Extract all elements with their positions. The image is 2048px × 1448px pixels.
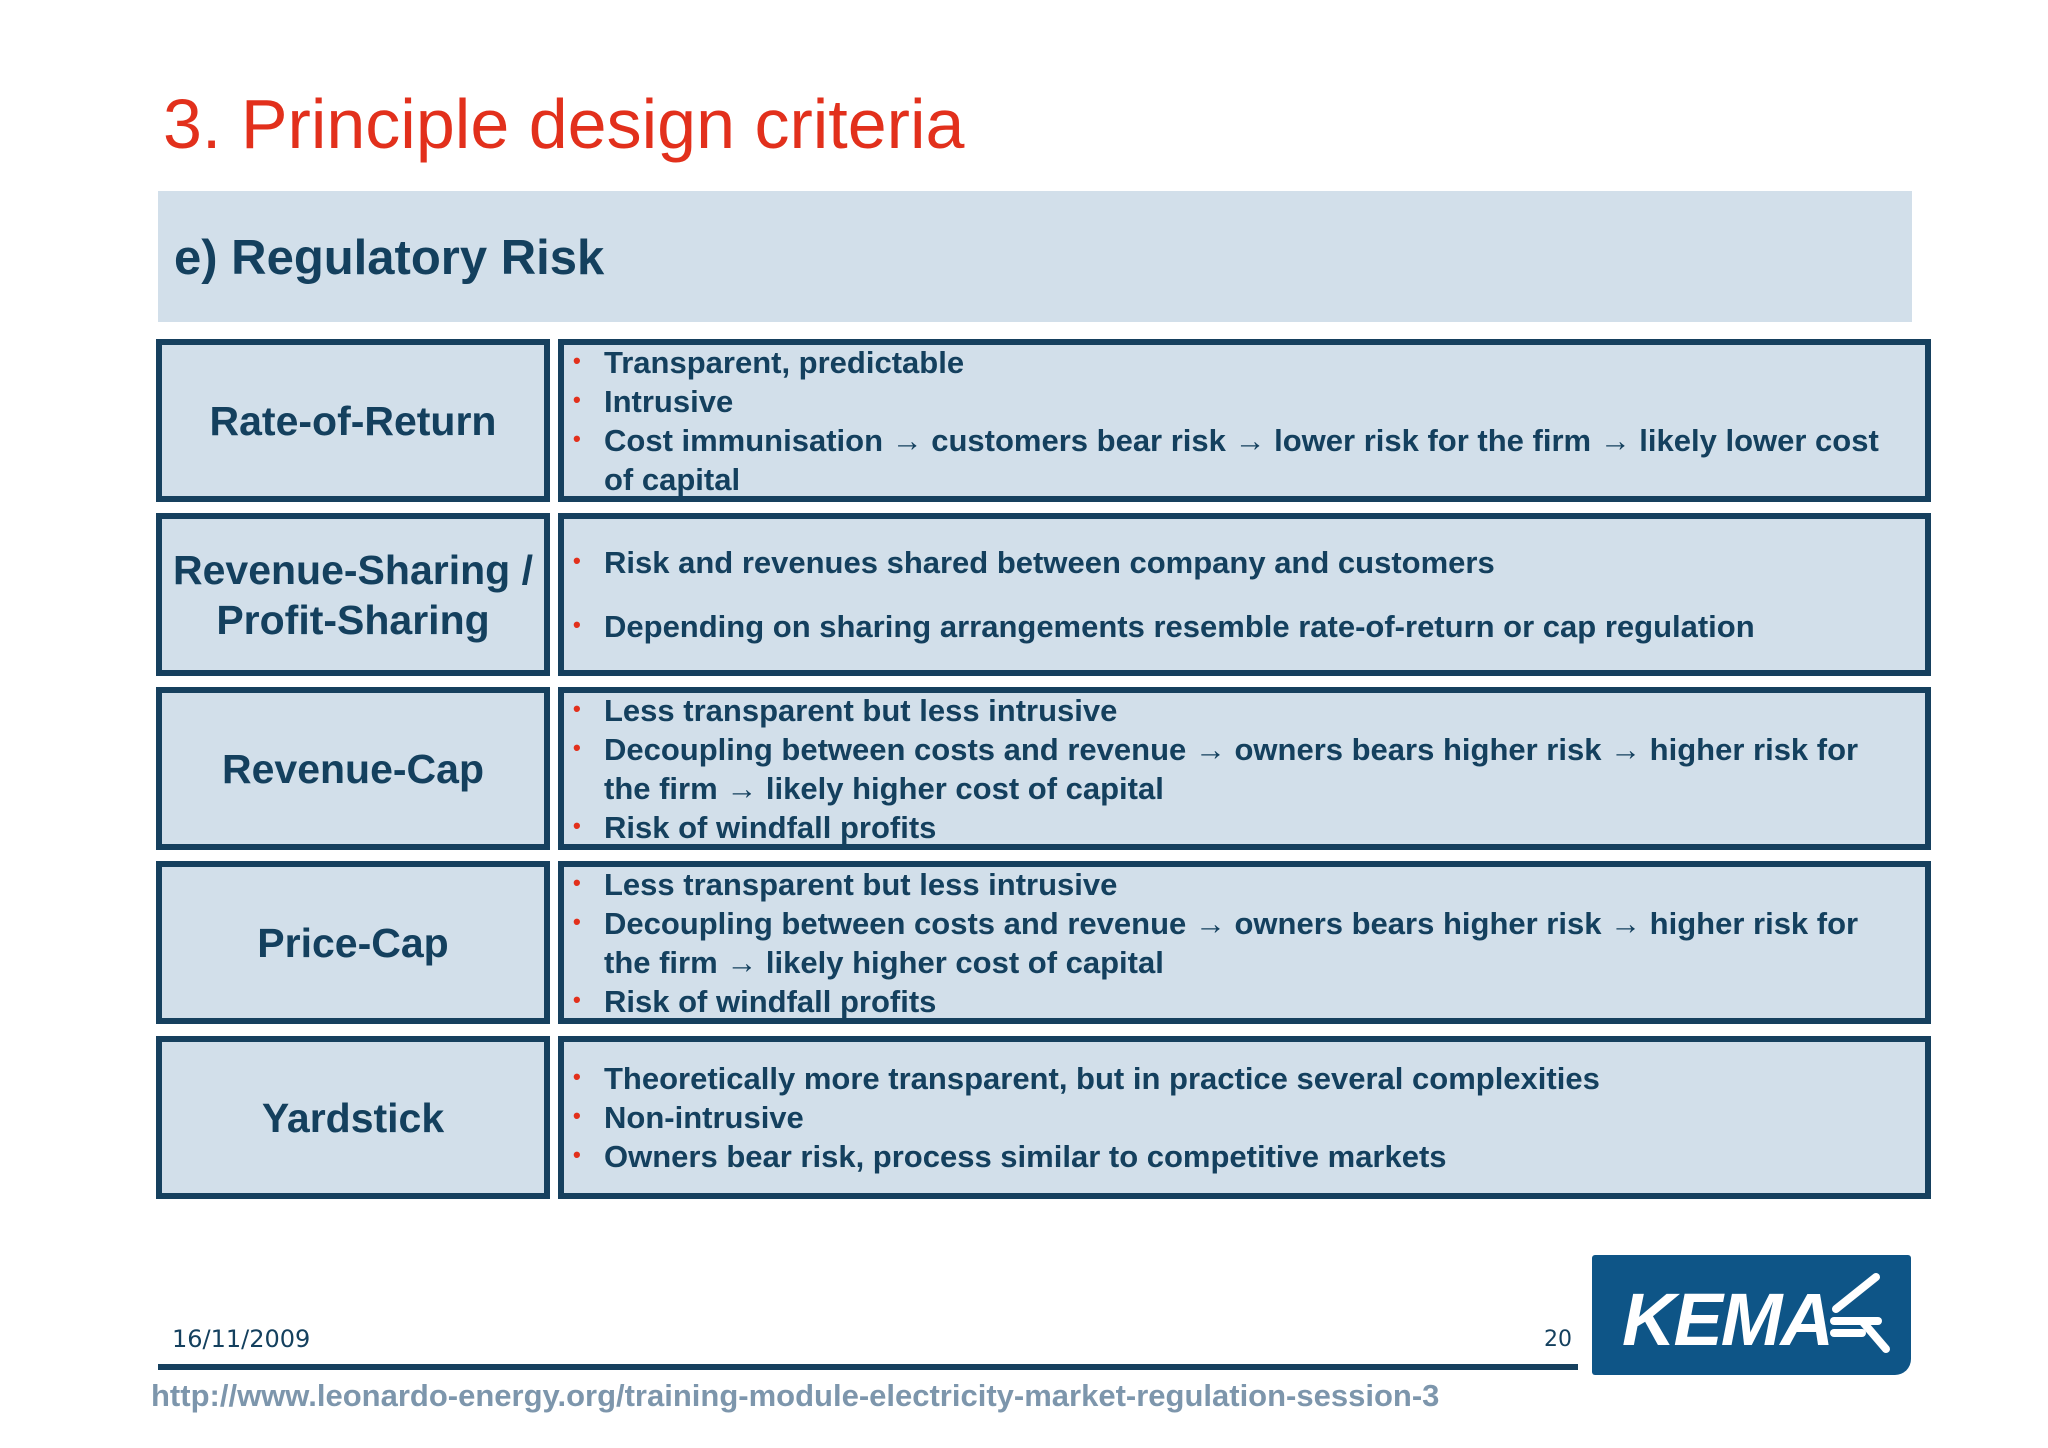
section-header — [158, 191, 1912, 322]
page-number: 20 — [1544, 1327, 1572, 1352]
bullet-list — [564, 519, 1925, 670]
bullet-item: • Risk and revenues shared between company and customers — [604, 543, 1911, 582]
row-label-box — [156, 861, 550, 1024]
bullet-dot-icon: • — [573, 548, 581, 574]
row-label-box — [156, 513, 550, 676]
bullet-item: • Less transparent but less intrusive — [604, 865, 1911, 904]
bullet-dot-icon: • — [573, 908, 581, 934]
bullet-dot-icon: • — [573, 1064, 581, 1089]
row-content-box — [558, 687, 1931, 850]
section-header-text: e) Regulatory Risk — [174, 231, 605, 285]
row-content-box — [558, 1036, 1931, 1199]
bullet-dot-icon: • — [573, 812, 581, 838]
bullet-item: • Owners bear risk, process similar to competitive markets — [604, 1137, 1911, 1176]
row-label: Revenue-Cap — [221, 745, 484, 792]
row-label: Revenue-Sharing / Profit-Sharing — [173, 546, 533, 643]
kema-wave-icon — [1828, 1273, 1894, 1357]
bullet-item: • Risk of windfall profits — [604, 982, 1911, 1021]
bullet-dot-icon: • — [573, 869, 581, 895]
row-price-cap — [156, 861, 1931, 1024]
bullet-item: • Depending on sharing arrangements resemble rate-of-return or cap regulation — [604, 607, 1911, 646]
row-yardstick — [156, 1036, 1931, 1199]
row-label: Rate-of-Return — [209, 397, 497, 444]
bullet-item: • Decoupling between costs and revenue → owners bears higher risk → higher risk for the firm → likely higher cost of capital — [604, 730, 1911, 808]
bullet-item: • Risk of windfall profits — [604, 808, 1911, 847]
bullet-item: • Less transparent but less intrusive — [604, 691, 1911, 730]
bullet-item: • Non-intrusive — [604, 1098, 1911, 1137]
bullet-dot-icon: • — [573, 386, 581, 412]
bullet-dot-icon: • — [573, 734, 581, 760]
bullet-list — [564, 345, 1925, 496]
row-label-box — [156, 1036, 550, 1199]
bullet-list — [564, 1042, 1925, 1193]
bullet-item: • Intrusive — [604, 382, 1911, 421]
bullet-item: • Decoupling between costs and revenue → owners bears higher risk → higher risk for the firm → likely higher cost of capital — [604, 904, 1911, 982]
slide-title: 3. Principle design criteria — [163, 85, 965, 163]
bullet-dot-icon: • — [573, 695, 581, 721]
bullet-item: • Transparent, predictable — [604, 343, 1911, 382]
bullet-dot-icon: • — [573, 611, 581, 637]
bullet-list — [564, 693, 1925, 844]
row-label-box — [156, 687, 550, 850]
row-label-box — [156, 339, 550, 502]
row-label: Yardstick — [261, 1094, 445, 1141]
bullet-item: • Theoretically more transparent, but in practice several complexities — [604, 1059, 1911, 1098]
bullet-item: • Cost immunisation → customers bear risk → lower risk for the firm → likely lower cost of capital — [604, 421, 1911, 499]
bullet-dot-icon: • — [573, 347, 581, 373]
kema-logo — [1592, 1255, 1911, 1375]
row-revenue-cap — [156, 687, 1931, 850]
bullet-dot-icon: • — [573, 986, 581, 1012]
bullet-dot-icon: • — [573, 1142, 581, 1167]
row-rate-of-return — [156, 339, 1931, 502]
row-revenue-sharing — [156, 513, 1931, 676]
footer-date: 16/11/2009 — [172, 1325, 311, 1353]
bullet-dot-icon: • — [573, 1103, 581, 1128]
row-label: Price-Cap — [257, 919, 449, 966]
row-content-box — [558, 339, 1931, 502]
row-content-box — [558, 513, 1931, 676]
bullet-list — [564, 867, 1925, 1018]
footer-divider — [158, 1364, 1578, 1370]
bullet-dot-icon: • — [573, 425, 581, 451]
logo-text: KEMA — [1622, 1278, 1832, 1361]
source-url-link[interactable]: http://www.leonardo-energy.org/training-module-electricity-market-regulation-session-3 — [151, 1378, 1440, 1413]
row-content-box — [558, 861, 1931, 1024]
